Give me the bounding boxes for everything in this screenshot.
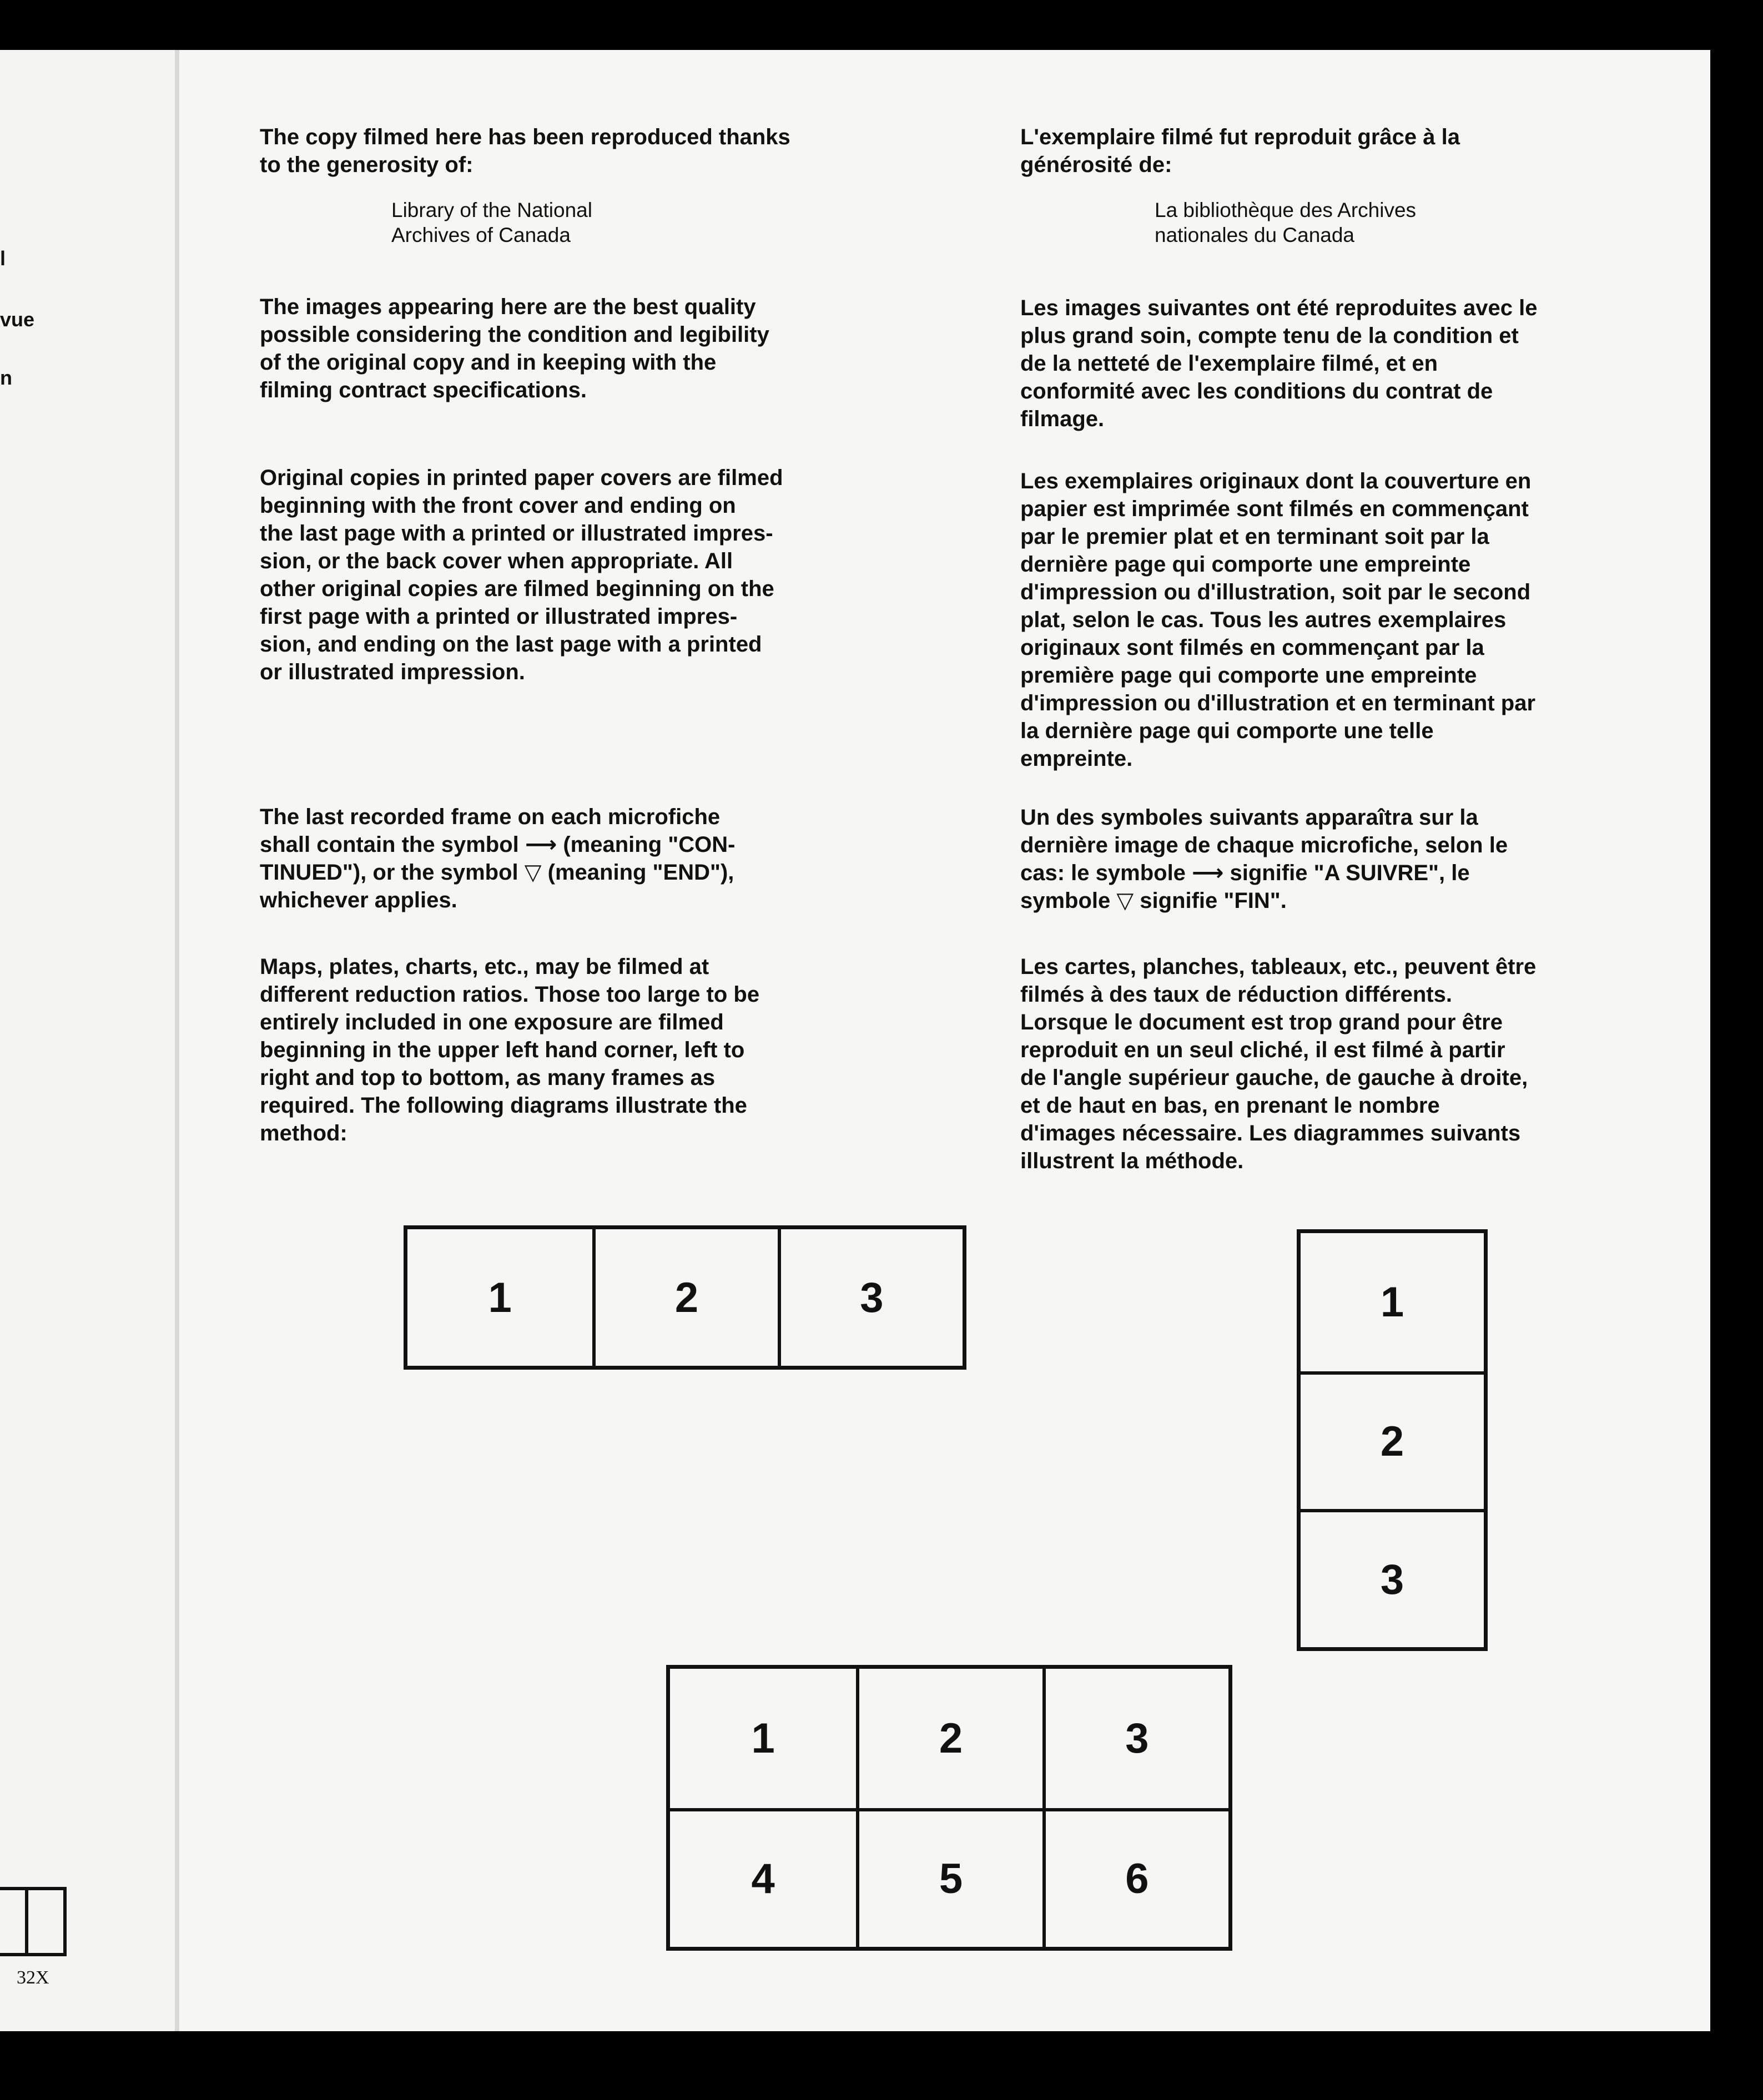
adjacent-page-strip: [0, 50, 175, 2031]
horizontal-frame-diagram: [404, 1225, 966, 1370]
strip-fragment: n: [0, 366, 12, 389]
vertical-frame-diagram: [1297, 1229, 1488, 1651]
english-symbols-paragraph: The last recorded frame on each microfiche shall contain the symbol ⟶ (meaning "CON- TINUED"), or the symbol ▽ (meaning "END"), whichever applies.: [260, 805, 736, 912]
english-maps-paragraph: Maps, plates, charts, etc., may be filmed at different reduction ratios. Those too large to be entirely included in one exposure are filmed beginning in the upper left hand corner, left to right and top to bottom, as many frames as required. The following diagrams illustrate the method:: [260, 955, 760, 1145]
strip-label: 32X: [17, 1967, 49, 1988]
frame-cell: 2: [592, 1229, 777, 1366]
frame-cell: 1: [1380, 1278, 1404, 1326]
frame-cell: 1: [488, 1274, 512, 1321]
frame-cell: 4: [670, 1808, 856, 1947]
frame-cell: 2: [1301, 1371, 1484, 1510]
frame-cell: 5: [856, 1808, 1042, 1947]
french-symbols-paragraph: Un des symboles suivants apparaîtra sur la dernière image de chaque microfiche, selon le cas: le symbole ⟶ signifie "A SUIVRE", le symbole ▽ signifie "FIN".: [1020, 805, 1508, 913]
english-covers-paragraph: Original copies in printed paper covers are filmed beginning with the front cover and ending on the last page with a printed or illustrated impres- sion, or the back cover when appropriate. All other original copies are filmed beginning on the first page with a printed or illustrated impres- sion, and ending on the last page with a printed or illustrated impression.: [260, 466, 783, 684]
french-institution: La bibliothèque des Archives nationales du Canada: [1155, 199, 1417, 246]
english-institution: Library of the National Archives of Canada: [391, 199, 592, 246]
strip-fragment: vue: [0, 308, 35, 331]
page-gutter: [175, 50, 179, 2031]
strip-fragment: l: [0, 247, 6, 270]
strip-target-box: [0, 1887, 67, 1956]
frame-cell: 3: [778, 1229, 963, 1366]
french-covers-paragraph: Les exemplaires originaux dont la couverture en papier est imprimée sont filmés en commençant par le premier plat et en terminant soit par la dernière page qui comporte une empreinte d'impression ou d'illustration, soit par le second plat, selon le cas. Tous les autres exemplaires originaux sont filmés en commençant par la première page qui comporte une empreinte d'impression ou d'illustration et en terminant par la dernière page qui comporte une telle empreinte.: [1020, 469, 1536, 771]
frame-cell: 1: [751, 1714, 775, 1762]
frame-cell: 3: [1042, 1669, 1228, 1808]
frame-cell: 2: [856, 1669, 1042, 1808]
scan-border: [1710, 50, 1763, 2031]
french-credit-intro: L'exemplaire filmé fut reproduit grâce à la générosité de:: [1020, 125, 1460, 177]
grid-frame-diagram: [666, 1665, 1232, 1951]
french-maps-paragraph: Les cartes, planches, tableaux, etc., peuvent être filmés à des taux de réduction différents. Lorsque le document est trop grand pour être reproduit en un seul cliché, il est filmé à partir de l'angle supérieur gauche, de gauche à droite, et de haut en bas, en prenant le nombre d'images nécessaire. Les diagrammes suivants illustrent la méthode.: [1020, 955, 1537, 1173]
frame-cell: 3: [1301, 1509, 1484, 1647]
english-quality-paragraph: The images appearing here are the best quality possible considering the condition and legibility of the original copy and in keeping with the filming contract specifications.: [260, 295, 769, 402]
english-credit-intro: The copy filmed here has been reproduced thanks to the generosity of:: [260, 125, 790, 177]
frame-cell: 6: [1042, 1808, 1228, 1947]
french-quality-paragraph: Les images suivantes ont été reproduites avec le plus grand soin, compte tenu de la condition et de la netteté de l'exemplaire filmé, et en conformité avec les conditions du contrat de filmage.: [1020, 296, 1538, 431]
